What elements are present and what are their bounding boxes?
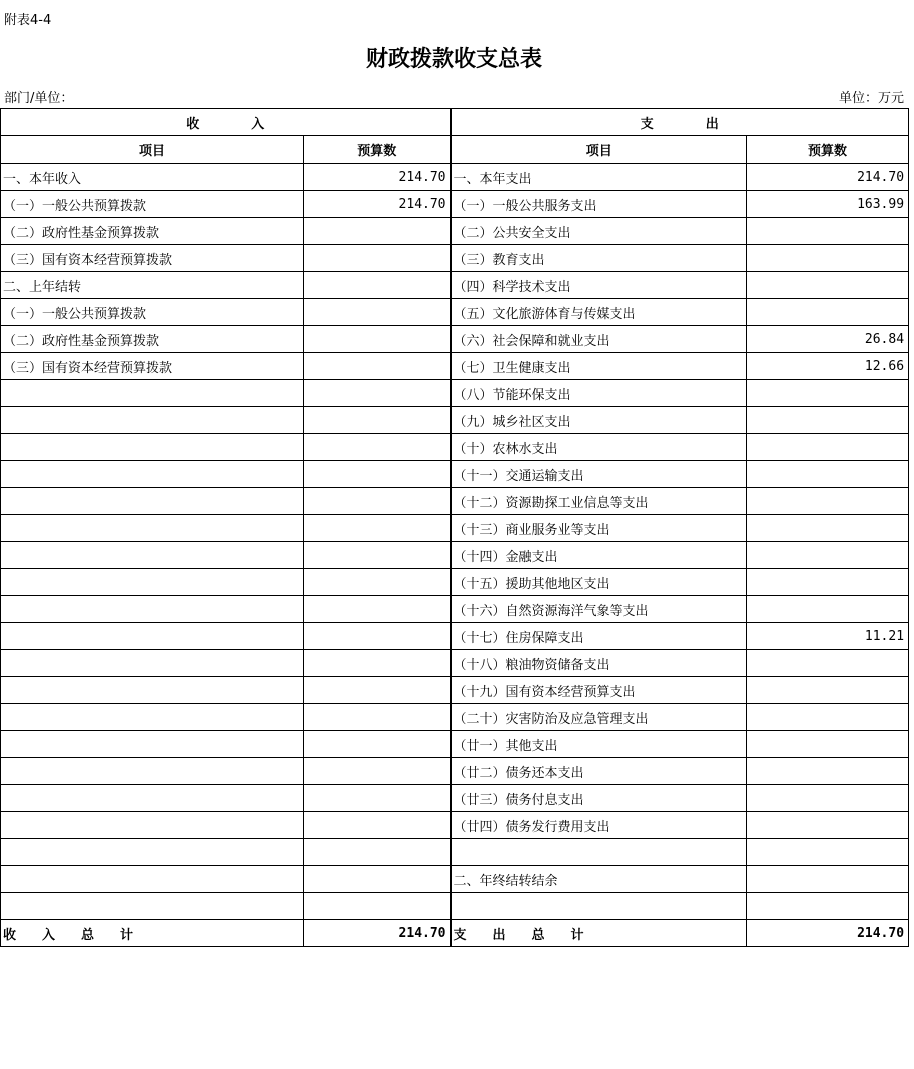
income-item-cell bbox=[1, 596, 304, 623]
expense-item-cell: （五）文化旅游体育与传媒支出 bbox=[451, 299, 747, 326]
table-row bbox=[1, 623, 909, 650]
expense-item-cell: （十二）资源勘探工业信息等支出 bbox=[451, 488, 747, 515]
income-value-cell bbox=[304, 704, 451, 731]
income-item-cell bbox=[1, 623, 304, 650]
income-value-cell bbox=[304, 785, 451, 812]
income-value-cell bbox=[304, 515, 451, 542]
income-section-header: 收 入 bbox=[1, 109, 451, 136]
table-row bbox=[1, 380, 909, 407]
expense-item-cell bbox=[451, 893, 747, 920]
table-row bbox=[1, 596, 909, 623]
expense-item-cell: （十七）住房保障支出 bbox=[451, 623, 747, 650]
income-item-cell bbox=[1, 866, 304, 893]
expense-item-cell: 一、本年支出 bbox=[451, 164, 747, 191]
expense-value-cell bbox=[747, 407, 909, 434]
income-value-cell bbox=[304, 893, 451, 920]
income-item-cell bbox=[1, 731, 304, 758]
table-row bbox=[1, 677, 909, 704]
expense-item-cell: （六）社会保障和就业支出 bbox=[451, 326, 747, 353]
table-row bbox=[1, 299, 909, 326]
income-item-cell: （二）政府性基金预算拨款 bbox=[1, 218, 304, 245]
income-item-cell: （三）国有资本经营预算拨款 bbox=[1, 245, 304, 272]
budget-table bbox=[0, 108, 909, 947]
expense-value-cell bbox=[747, 677, 909, 704]
table-row bbox=[1, 569, 909, 596]
table-row bbox=[1, 704, 909, 731]
income-value-cell bbox=[304, 272, 451, 299]
unit-label: 单位：万元 bbox=[838, 91, 904, 106]
expense-item-cell: （十三）商业服务业等支出 bbox=[451, 515, 747, 542]
expense-item-cell: （二十）灾害防治及应急管理支出 bbox=[451, 704, 747, 731]
expense-value-cell bbox=[747, 731, 909, 758]
expense-value-cell bbox=[747, 515, 909, 542]
income-item-cell bbox=[1, 677, 304, 704]
expense-item-cell: （廿四）债务发行费用支出 bbox=[451, 812, 747, 839]
income-value-cell bbox=[304, 812, 451, 839]
table-body bbox=[1, 164, 909, 920]
expense-value-cell bbox=[747, 596, 909, 623]
expense-value-cell: 163.99 bbox=[747, 191, 909, 218]
income-item-cell: （一）一般公共预算拨款 bbox=[1, 299, 304, 326]
column-header-row bbox=[1, 136, 909, 164]
expense-value-cell bbox=[747, 866, 909, 893]
expense-value-cell bbox=[747, 704, 909, 731]
expense-value-cell bbox=[747, 758, 909, 785]
expense-value-cell bbox=[747, 461, 909, 488]
table-row bbox=[1, 650, 909, 677]
expense-value-cell bbox=[747, 650, 909, 677]
expense-item-cell: （廿一）其他支出 bbox=[451, 731, 747, 758]
income-value-cell bbox=[304, 218, 451, 245]
table-row bbox=[1, 893, 909, 920]
income-value-cell bbox=[304, 380, 451, 407]
expense-budget-header: 预算数 bbox=[747, 136, 909, 164]
income-value-cell bbox=[304, 623, 451, 650]
income-item-cell bbox=[1, 407, 304, 434]
income-item-cell bbox=[1, 434, 304, 461]
income-item-cell bbox=[1, 569, 304, 596]
expense-item-cell: （二）公共安全支出 bbox=[451, 218, 747, 245]
expense-value-cell bbox=[747, 380, 909, 407]
expense-section-header: 支 出 bbox=[451, 109, 909, 136]
income-total-label: 收 入 总 计 bbox=[1, 920, 304, 947]
expense-item-cell: （七）卫生健康支出 bbox=[451, 353, 747, 380]
income-item-cell bbox=[1, 650, 304, 677]
income-item-cell bbox=[1, 515, 304, 542]
income-item-cell bbox=[1, 758, 304, 785]
expense-value-cell: 26.84 bbox=[747, 326, 909, 353]
expense-value-cell bbox=[747, 542, 909, 569]
expense-value-cell bbox=[747, 812, 909, 839]
document-label: 附表4-4 bbox=[4, 13, 52, 28]
income-item-cell: （二）政府性基金预算拨款 bbox=[1, 326, 304, 353]
income-item-cell bbox=[1, 461, 304, 488]
income-value-cell: 214.70 bbox=[304, 164, 451, 191]
income-value-cell bbox=[304, 326, 451, 353]
expense-value-cell bbox=[747, 434, 909, 461]
table-row bbox=[1, 407, 909, 434]
table-row bbox=[1, 866, 909, 893]
expense-total-label: 支 出 总 计 bbox=[451, 920, 747, 947]
expense-value-cell: 11.21 bbox=[747, 623, 909, 650]
expense-value-cell: 214.70 bbox=[747, 164, 909, 191]
income-value-cell bbox=[304, 434, 451, 461]
income-item-cell bbox=[1, 839, 304, 866]
income-item-cell: （三）国有资本经营预算拨款 bbox=[1, 353, 304, 380]
table-row bbox=[1, 272, 909, 299]
table-row bbox=[1, 488, 909, 515]
expense-item-cell: （四）科学技术支出 bbox=[451, 272, 747, 299]
table-row bbox=[1, 542, 909, 569]
department-label: 部门/单位： bbox=[4, 91, 74, 106]
expense-item-cell: （十八）粮油物资储备支出 bbox=[451, 650, 747, 677]
income-value-cell bbox=[304, 758, 451, 785]
income-value-cell bbox=[304, 542, 451, 569]
income-value-cell bbox=[304, 650, 451, 677]
table-row bbox=[1, 731, 909, 758]
expense-item-cell: （一）一般公共服务支出 bbox=[451, 191, 747, 218]
table-row bbox=[1, 515, 909, 542]
expense-item-cell: （三）教育支出 bbox=[451, 245, 747, 272]
table-row bbox=[1, 785, 909, 812]
expense-item-header: 项目 bbox=[451, 136, 747, 164]
income-value-cell bbox=[304, 677, 451, 704]
page-title: 财政拨款收支总表 bbox=[365, 46, 542, 72]
income-value-cell bbox=[304, 569, 451, 596]
income-value-cell bbox=[304, 407, 451, 434]
expense-value-cell bbox=[747, 272, 909, 299]
income-value-cell bbox=[304, 866, 451, 893]
income-value-cell bbox=[304, 596, 451, 623]
expense-item-cell: （十一）交通运输支出 bbox=[451, 461, 747, 488]
expense-item-cell bbox=[451, 839, 747, 866]
income-item-cell: 一、本年收入 bbox=[1, 164, 304, 191]
income-item-cell bbox=[1, 488, 304, 515]
table-row bbox=[1, 758, 909, 785]
expense-value-cell bbox=[747, 299, 909, 326]
income-value-cell bbox=[304, 245, 451, 272]
expense-item-cell: （十六）自然资源海洋气象等支出 bbox=[451, 596, 747, 623]
expense-value-cell bbox=[747, 785, 909, 812]
table-row bbox=[1, 191, 909, 218]
income-budget-header: 预算数 bbox=[304, 136, 451, 164]
income-item-cell bbox=[1, 542, 304, 569]
income-item-cell bbox=[1, 812, 304, 839]
income-item-cell bbox=[1, 704, 304, 731]
income-value-cell bbox=[304, 839, 451, 866]
table-row bbox=[1, 245, 909, 272]
expense-value-cell bbox=[747, 218, 909, 245]
income-item-cell bbox=[1, 380, 304, 407]
income-item-header: 项目 bbox=[1, 136, 304, 164]
expense-item-cell: （十五）援助其他地区支出 bbox=[451, 569, 747, 596]
expense-item-cell: （八）节能环保支出 bbox=[451, 380, 747, 407]
expense-total-value: 214.70 bbox=[747, 920, 909, 947]
income-value-cell bbox=[304, 299, 451, 326]
table-row bbox=[1, 839, 909, 866]
income-value-cell bbox=[304, 461, 451, 488]
expense-item-cell: （廿二）债务还本支出 bbox=[451, 758, 747, 785]
table-row bbox=[1, 461, 909, 488]
table-row bbox=[1, 434, 909, 461]
expense-value-cell: 12.66 bbox=[747, 353, 909, 380]
total-row bbox=[1, 920, 909, 947]
expense-value-cell bbox=[747, 488, 909, 515]
section-header-row bbox=[1, 109, 909, 136]
income-value-cell bbox=[304, 731, 451, 758]
expense-item-cell: （十）农林水支出 bbox=[451, 434, 747, 461]
income-item-cell: （一）一般公共预算拨款 bbox=[1, 191, 304, 218]
table-row bbox=[1, 218, 909, 245]
expense-item-cell: （十四）金融支出 bbox=[451, 542, 747, 569]
expense-item-cell: 二、年终结转结余 bbox=[451, 866, 747, 893]
income-item-cell bbox=[1, 785, 304, 812]
expense-item-cell: （九）城乡社区支出 bbox=[451, 407, 747, 434]
expense-item-cell: （十九）国有资本经营预算支出 bbox=[451, 677, 747, 704]
expense-item-cell: （廿三）债务付息支出 bbox=[451, 785, 747, 812]
expense-value-cell bbox=[747, 245, 909, 272]
income-item-cell: 二、上年结转 bbox=[1, 272, 304, 299]
table-row bbox=[1, 353, 909, 380]
income-value-cell bbox=[304, 353, 451, 380]
income-total-value: 214.70 bbox=[304, 920, 451, 947]
table-row bbox=[1, 164, 909, 191]
income-value-cell: 214.70 bbox=[304, 191, 451, 218]
expense-value-cell bbox=[747, 569, 909, 596]
expense-value-cell bbox=[747, 893, 909, 920]
table-row bbox=[1, 326, 909, 353]
income-item-cell bbox=[1, 893, 304, 920]
table-row bbox=[1, 812, 909, 839]
income-value-cell bbox=[304, 488, 451, 515]
expense-value-cell bbox=[747, 839, 909, 866]
